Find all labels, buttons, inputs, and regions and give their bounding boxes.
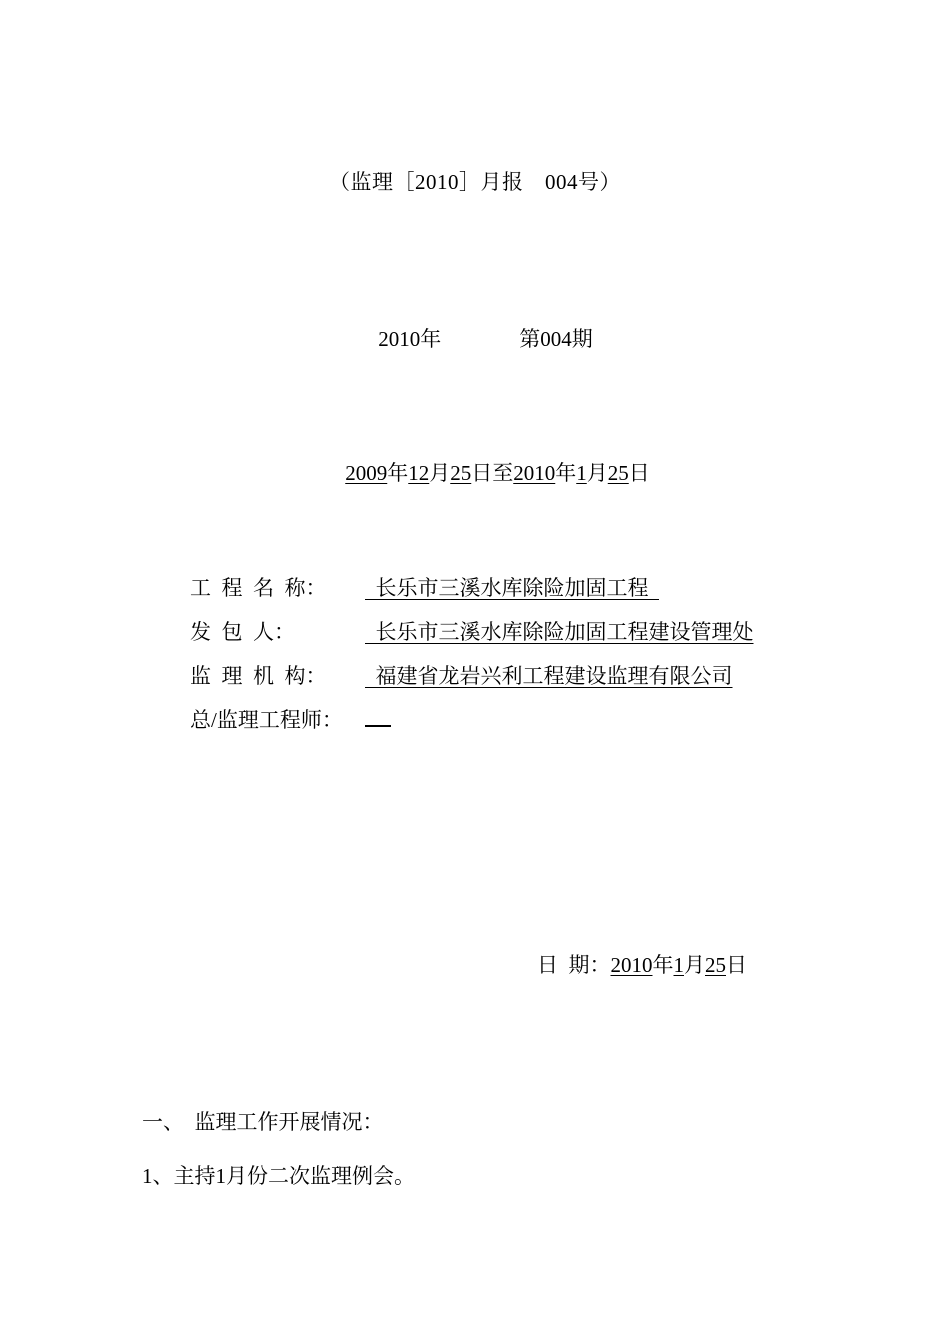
signing-date-day: 25: [705, 953, 726, 977]
signing-date-label: 日 期：: [537, 953, 611, 977]
signing-date-day-char: 日: [726, 953, 747, 977]
period-month-char-1: 月: [429, 461, 451, 485]
period-start-day: 25: [450, 461, 472, 485]
signing-date-year-char: 年: [652, 953, 674, 977]
period-year-char-1: 年: [387, 461, 409, 485]
signing-date-line: [516, 934, 747, 997]
project-info-block: [190, 572, 754, 748]
period-month-char-2: 月: [586, 461, 608, 485]
period-end-day: 25: [607, 461, 629, 485]
period-to-char: 至: [492, 461, 514, 485]
period-day-char-2: 日: [628, 461, 650, 485]
chief-engineer-label: 总/监理工程师：: [190, 708, 343, 732]
reporting-period-line: [0, 442, 950, 505]
document-number-heading: （监理［2010］月报 004号）: [329, 170, 621, 194]
period-end-month: 1: [576, 461, 587, 485]
employer-value: 长乐市三溪水库除险加固工程建设管理处: [365, 620, 754, 644]
supervision-agency-label: 监 理 机 构：: [190, 664, 327, 688]
section-heading-1: 一、 监理工作开展情况：: [142, 1110, 384, 1134]
period-start-month: 12: [408, 461, 430, 485]
signing-date-year: 2010: [610, 953, 653, 977]
supervision-agency-value: 福建省龙岩兴利工程建设监理有限公司: [365, 664, 733, 688]
info-row-project-name: [190, 572, 754, 616]
signing-date-month-char: 月: [684, 953, 705, 977]
info-row-chief-engineer: [190, 704, 754, 748]
period-year-char-2: 年: [555, 461, 577, 485]
info-row-employer: [190, 616, 754, 660]
project-name-value: 长乐市三溪水库除险加固工程: [365, 576, 659, 600]
period-day-char-1: 日: [471, 461, 493, 485]
issue-number: 第004期: [519, 327, 593, 351]
issue-year: 2010年: [378, 327, 442, 351]
employer-label: 发 包 人：: [190, 620, 295, 644]
info-row-supervision-agency: [190, 660, 754, 704]
period-end-year: 2010: [513, 461, 556, 485]
chief-engineer-value: [365, 711, 391, 727]
issue-line: [0, 308, 950, 371]
project-name-label: 工 程 名 称：: [190, 576, 327, 600]
signing-date-month: 1: [673, 953, 684, 977]
period-start-year: 2009: [345, 461, 388, 485]
body-section: [142, 1106, 415, 1214]
section-1-item-1: 1、主持1月份二次监理例会。: [142, 1164, 415, 1188]
